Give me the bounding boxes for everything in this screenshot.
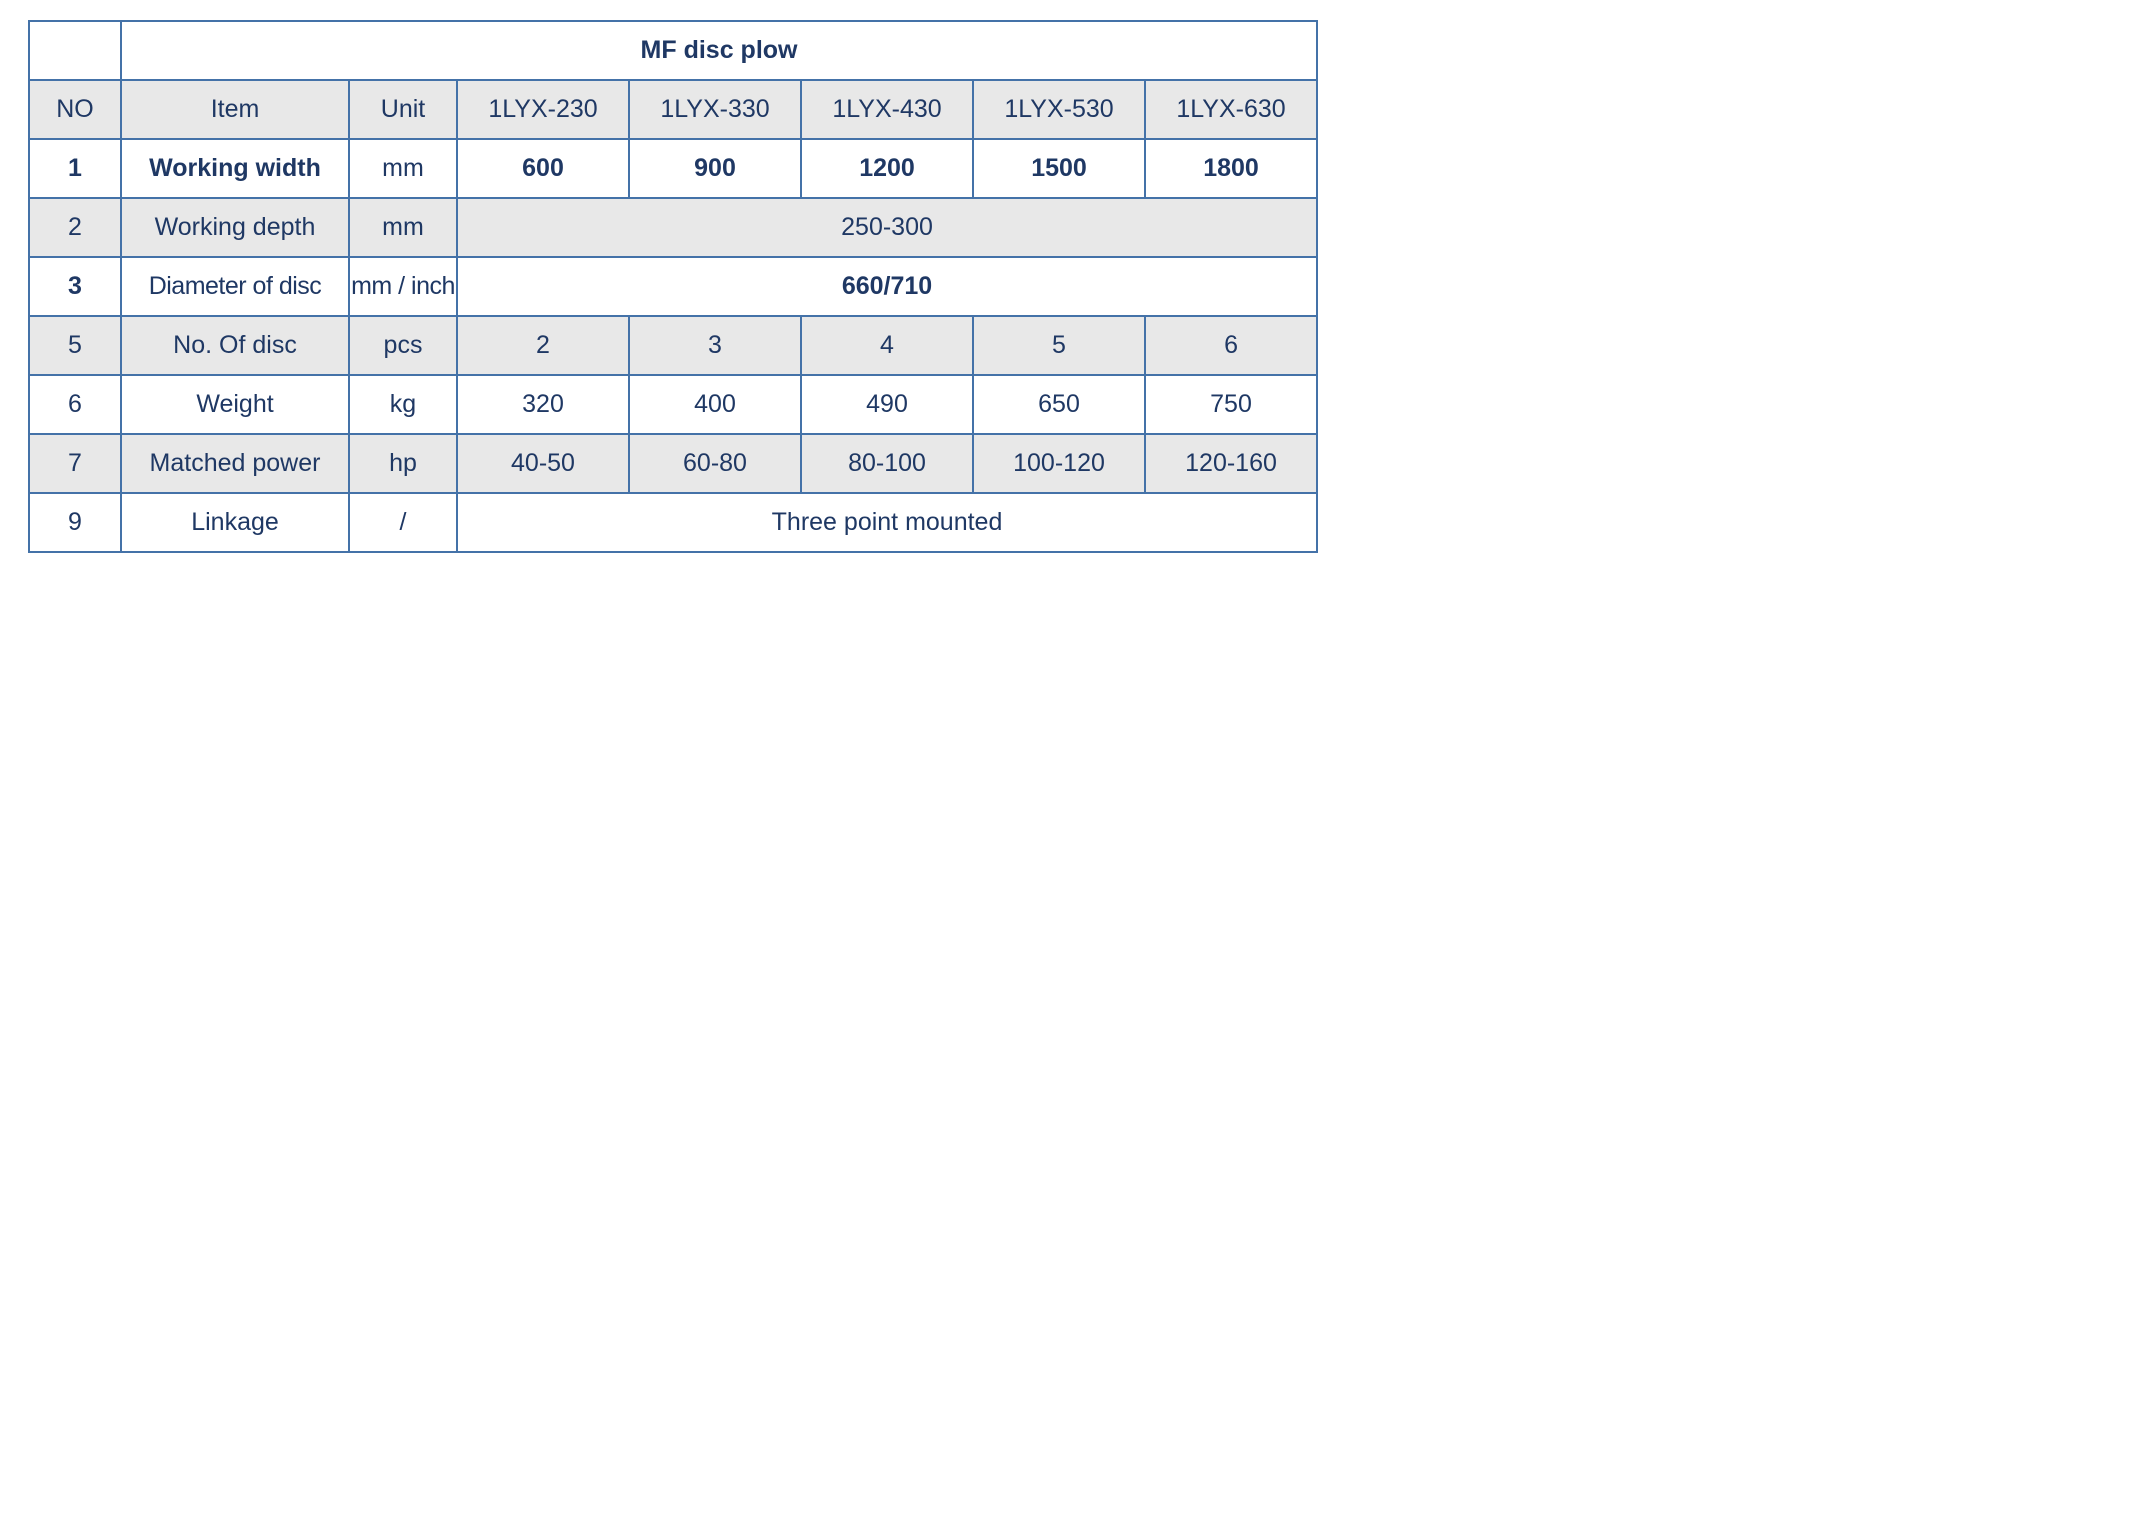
- table-title: MF disc plow: [121, 21, 1317, 80]
- row-value: 750: [1145, 375, 1317, 434]
- row-item: Working width: [121, 139, 349, 198]
- row-value: 40-50: [457, 434, 629, 493]
- row-no: 1: [29, 139, 121, 198]
- row-no: 5: [29, 316, 121, 375]
- row-unit: pcs: [349, 316, 457, 375]
- row-merged-value: 660/710: [457, 257, 1317, 316]
- table-title-row: [29, 21, 1317, 80]
- specifications-table: [28, 20, 1318, 553]
- row-value: 80-100: [801, 434, 973, 493]
- table-row: [29, 375, 1317, 434]
- row-value: 5: [973, 316, 1145, 375]
- row-item: Linkage: [121, 493, 349, 552]
- header-item: Item: [121, 80, 349, 139]
- row-value: 100-120: [973, 434, 1145, 493]
- row-unit: mm: [349, 198, 457, 257]
- row-value: 2: [457, 316, 629, 375]
- row-no: 7: [29, 434, 121, 493]
- row-value: 1800: [1145, 139, 1317, 198]
- table-row: [29, 434, 1317, 493]
- row-value: 600: [457, 139, 629, 198]
- row-item: Weight: [121, 375, 349, 434]
- title-spacer-cell: [29, 21, 121, 80]
- table-row: [29, 139, 1317, 198]
- table-header-row: [29, 80, 1317, 139]
- row-value: 4: [801, 316, 973, 375]
- row-merged-value: Three point mounted: [457, 493, 1317, 552]
- header-model-2: 1LYX-330: [629, 80, 801, 139]
- table-row: [29, 493, 1317, 552]
- row-unit: /: [349, 493, 457, 552]
- row-value: 60-80: [629, 434, 801, 493]
- row-no: 3: [29, 257, 121, 316]
- row-value: 900: [629, 139, 801, 198]
- row-item: Matched power: [121, 434, 349, 493]
- header-model-5: 1LYX-630: [1145, 80, 1317, 139]
- row-value: 400: [629, 375, 801, 434]
- row-item: Working depth: [121, 198, 349, 257]
- header-model-3: 1LYX-430: [801, 80, 973, 139]
- row-value: 490: [801, 375, 973, 434]
- row-unit: kg: [349, 375, 457, 434]
- row-item: No. Of disc: [121, 316, 349, 375]
- row-unit: mm / inch: [349, 257, 457, 316]
- row-value: 650: [973, 375, 1145, 434]
- spec-sheet: [28, 20, 1318, 553]
- row-no: 9: [29, 493, 121, 552]
- header-unit: Unit: [349, 80, 457, 139]
- row-value: 3: [629, 316, 801, 375]
- row-unit: hp: [349, 434, 457, 493]
- row-value: 1200: [801, 139, 973, 198]
- row-unit: mm: [349, 139, 457, 198]
- table-row: [29, 316, 1317, 375]
- header-model-1: 1LYX-230: [457, 80, 629, 139]
- header-no: NO: [29, 80, 121, 139]
- row-value: 6: [1145, 316, 1317, 375]
- row-merged-value: 250-300: [457, 198, 1317, 257]
- row-no: 2: [29, 198, 121, 257]
- row-value: 1500: [973, 139, 1145, 198]
- row-value: 320: [457, 375, 629, 434]
- table-row: [29, 198, 1317, 257]
- row-item: Diameter of disc: [121, 257, 349, 316]
- row-value: 120-160: [1145, 434, 1317, 493]
- table-row: [29, 257, 1317, 316]
- table-body: [29, 21, 1317, 552]
- row-no: 6: [29, 375, 121, 434]
- header-model-4: 1LYX-530: [973, 80, 1145, 139]
